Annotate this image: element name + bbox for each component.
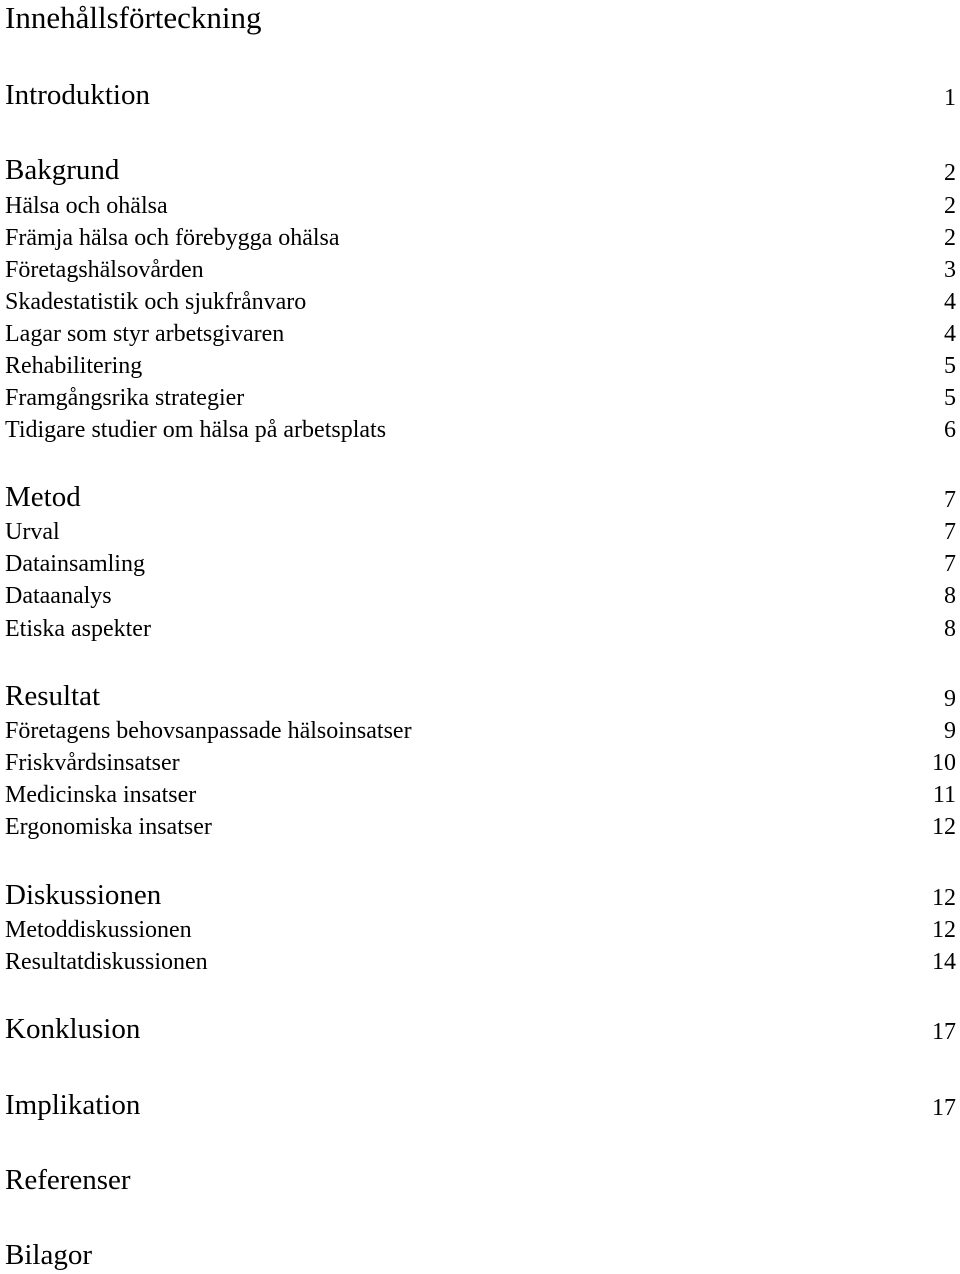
toc-section-resultat: [5, 678, 956, 714]
toc-entry: [5, 748, 956, 778]
toc-page-number: 10: [932, 750, 956, 776]
toc-entry-label: Skadestatistik och sjukfrånvaro: [5, 289, 307, 315]
toc-entry: [5, 223, 956, 253]
toc-section-title: Bakgrund: [5, 154, 120, 186]
toc-page-number: 7: [944, 551, 956, 577]
toc-entry: [5, 780, 956, 810]
toc-section-title: Bilagor: [5, 1239, 92, 1271]
toc-section-introduktion: [5, 77, 956, 113]
toc-section-diskussionen: [5, 877, 956, 913]
toc-entry-label: Hälsa och ohälsa: [5, 193, 168, 219]
toc-section-title: Implikation: [5, 1089, 141, 1121]
toc-section-title: Metod: [5, 481, 81, 513]
toc-entry-label: Medicinska insatser: [5, 782, 197, 808]
toc-page-number: 12: [932, 814, 956, 840]
toc-entry: [5, 915, 956, 945]
toc-entry: [5, 383, 956, 413]
toc-entry-label: Etiska aspekter: [5, 616, 151, 642]
toc-page-number: 2: [944, 193, 956, 219]
toc-entry: [5, 812, 956, 842]
toc-page-number: 9: [944, 686, 956, 712]
toc-page-number: 8: [944, 616, 956, 642]
toc-entry: [5, 255, 956, 285]
toc-entry: [5, 581, 956, 611]
toc-section-referenser: [5, 1162, 956, 1198]
toc-entry-label: Företagshälsovården: [5, 257, 204, 283]
toc-page-number: 12: [932, 885, 956, 911]
toc-section-bakgrund: [5, 152, 956, 188]
toc-page-number: 8: [944, 583, 956, 609]
toc-entry: [5, 947, 956, 977]
toc-entry-label: Företagens behovsanpassade hälsoinsatser: [5, 718, 412, 744]
toc-title: Innehållsförteckning: [5, 0, 262, 35]
toc-page-number: 1: [944, 85, 956, 111]
toc-page-number: 17: [932, 1019, 956, 1045]
toc-entry-label: Tidigare studier om hälsa på arbetsplats: [5, 417, 387, 443]
toc-entry-label: Resultatdiskussionen: [5, 949, 208, 975]
toc-entry: [5, 287, 956, 317]
toc-section-title: Diskussionen: [5, 879, 162, 911]
toc-entry: [5, 716, 956, 746]
toc-entry: [5, 191, 956, 221]
toc-page-number: 9: [944, 718, 956, 744]
toc-page-number: 5: [944, 385, 956, 411]
toc-page-number: 14: [932, 949, 956, 975]
toc-entry-label: Lagar som styr arbetsgivaren: [5, 321, 285, 347]
toc-entry: [5, 614, 956, 644]
toc-entry-label: Friskvårdsinsatser: [5, 750, 180, 776]
toc-entry-label: Metoddiskussionen: [5, 917, 192, 943]
toc-page-number: 4: [944, 289, 956, 315]
toc-section-title: Introduktion: [5, 79, 150, 111]
toc-entry-label: Urval: [5, 519, 60, 545]
toc-section-metod: [5, 479, 956, 515]
toc-section-title: Referenser: [5, 1164, 131, 1196]
toc-page-number: 3: [944, 257, 956, 283]
toc-entry-label: Dataanalys: [5, 583, 112, 609]
toc-page-number: 11: [932, 782, 956, 808]
toc-entry: [5, 517, 956, 547]
toc-page-number: 2: [944, 225, 956, 251]
toc-page-number: 5: [944, 353, 956, 379]
toc-page-number: 7: [944, 487, 956, 513]
toc-entry: [5, 549, 956, 579]
toc-page-number: 7: [944, 519, 956, 545]
toc-page-number: 4: [944, 321, 956, 347]
toc-section-konklusion: [5, 1011, 956, 1047]
toc-entry-label: Främja hälsa och förebygga ohälsa: [5, 225, 340, 251]
toc-entry-label: Datainsamling: [5, 551, 145, 577]
toc-entry: [5, 319, 956, 349]
toc-section-implikation: [5, 1087, 956, 1123]
toc-page-number: 2: [944, 160, 956, 186]
toc-entry-label: Framgångsrika strategier: [5, 385, 245, 411]
toc-page-number: 6: [944, 417, 956, 443]
toc-entry: [5, 351, 956, 381]
toc-entry: [5, 415, 956, 445]
toc-section-bilagor: [5, 1237, 956, 1273]
toc-entry-label: Ergonomiska insatser: [5, 814, 212, 840]
toc-section-title: Resultat: [5, 680, 101, 712]
toc-entry-label: Rehabilitering: [5, 353, 143, 379]
toc-page-number: 17: [932, 1095, 956, 1121]
toc-section-title: Konklusion: [5, 1013, 141, 1045]
toc-page-number: 12: [932, 917, 956, 943]
